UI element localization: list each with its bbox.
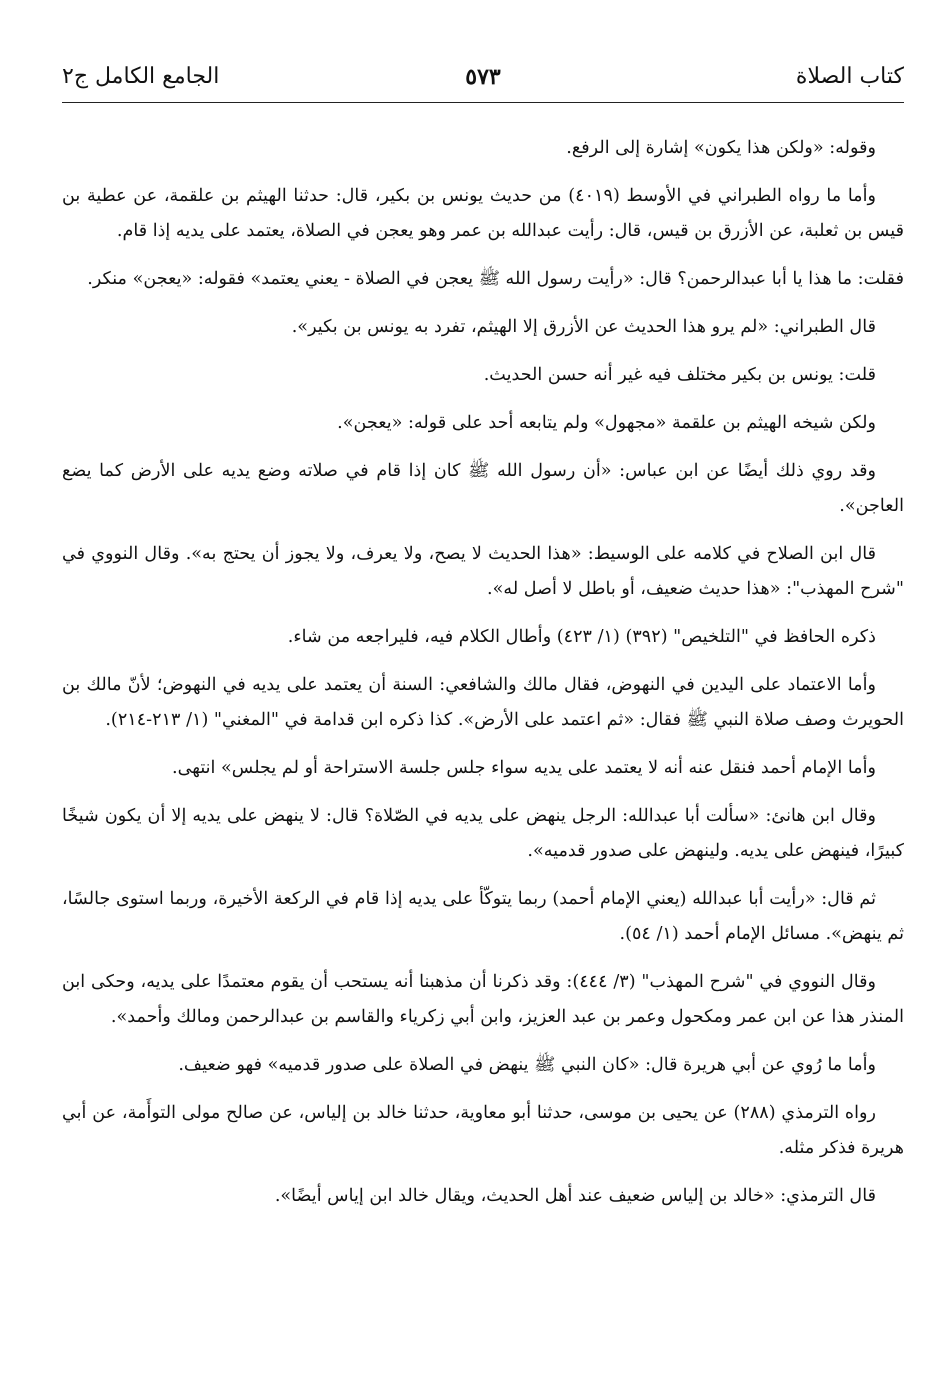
page-number: ٥٧٣ — [465, 64, 501, 90]
paragraph: قال الطبراني: «لم يرو هذا الحديث عن الأزرق إلا الهيثم، تفرد به يونس بن بكير». — [291, 317, 876, 337]
paragraph: وأما ما رواه الطبراني في الأوسط (٤٠١٩) من حديث يونس بن بكير، قال: حدثنا الهيثم بن علقمة، عن عطية بن قيس بن ثعلبة، عن الأزرق بن قيس، قال: رأيت عبدالله بن عمر وهو يعجن في الصلاة، يعتمد على يديه إذا قام. — [62, 186, 904, 241]
book-page — [62, 52, 904, 1227]
paragraph: ولكن شيخه الهيثم بن علقمة «مجهول» ولم يتابعه أحد على قوله: «يعجن». — [337, 413, 876, 433]
volume-title: الجامع الكامل ج٢ — [62, 64, 220, 89]
paragraph: وقوله: «ولكن هذا يكون» إشارة إلى الرفع. — [566, 138, 876, 158]
paragraph: قلت: يونس بن بكير مختلف فيه غير أنه حسن الحديث. — [483, 365, 876, 385]
paragraph: وأما الإمام أحمد فنقل عنه أنه لا يعتمد على يديه سواء جلس جلسة الاستراحة أو لم يجلس» انتهى. — [171, 758, 876, 778]
paragraph: وأما ما رُوي عن أبي هريرة قال: «كان النبي ﷺ ينهض في الصلاة على صدور قدميه» فهو ضعيف. — [178, 1055, 876, 1075]
book-title: كتاب الصلاة — [795, 64, 904, 89]
paragraph: وقال النووي في "شرح المهذب" (٣/ ٤٤٤): وقد ذكرنا أن مذهبنا أنه يستحب أن يقوم معتمدًا على يديه، وحكى ابن المنذر هذا عن ابن عمر ومكحول وعمر بن عبد العزيز، وابن أبي زكرياء والقاسم بن عبدالرحمن ومالك وأحمد». — [62, 972, 904, 1027]
paragraph: رواه الترمذي (٢٨٨) عن يحيى بن موسى، حدثنا أبو معاوية، حدثنا خالد بن إلياس، عن صالح مولى التوأَمة، عن أبي هريرة فذكر مثله. — [62, 1103, 904, 1158]
paragraph: ذكره الحافظ في "التلخيص" (٣٩٢) (١/ ٤٢٣) وأطال الكلام فيه، فليراجعه من شاء. — [287, 627, 876, 647]
page-body — [62, 131, 904, 1214]
running-header — [62, 52, 904, 103]
paragraph: قال ابن الصلاح في كلامه على الوسيط: «هذا الحديث لا يصح، ولا يعرف، ولا يجوز أن يحتج به». وقال النووي في "شرح المهذب": «هذا حديث ضعيف، أو باطل لا أصل له». — [62, 544, 904, 599]
paragraph: وقد روي ذلك أيضًا عن ابن عباس: «أن رسول الله ﷺ كان إذا قام في صلاته وضع يديه على الأرض كما يضع العاجن». — [62, 461, 904, 516]
paragraph: ثم قال: «رأيت أبا عبدالله (يعني الإمام أحمد) ربما يتوكّأ على يديه إذا قام في الركعة الأخيرة، وربما استوى جالسًا، ثم ينهض». مسائل الإمام أحمد (١/ ٥٤). — [62, 889, 904, 944]
paragraph: وقال ابن هانئ: «سألت أبا عبدالله: الرجل ينهض على يديه في الصّلاة؟ قال: لا ينهض على يديه إلا أن يكون شيخًا كبيرًا، فينهض على يديه. ولينهض على صدور قدميه». — [62, 806, 904, 861]
paragraph: قال الترمذي: «خالد بن إلياس ضعيف عند أهل الحديث، ويقال خالد ابن إياس أيضًا». — [274, 1186, 876, 1206]
paragraph: فقلت: ما هذا يا أبا عبدالرحمن؟ قال: «رأيت رسول الله ﷺ يعجن في الصلاة - يعني يعتمد» فقوله: «يعجن» منكر. — [87, 269, 904, 289]
paragraph: وأما الاعتماد على اليدين في النهوض، فقال مالك والشافعي: السنة أن يعتمد على يديه في النهوض؛ لأنّ مالك بن الحويرث وصف صلاة النبي ﷺ فقال: «ثم اعتمد على الأرض». كذا ذكره ابن قدامة في "المغني" (١/ ٢١٣-٢١٤). — [62, 675, 904, 730]
